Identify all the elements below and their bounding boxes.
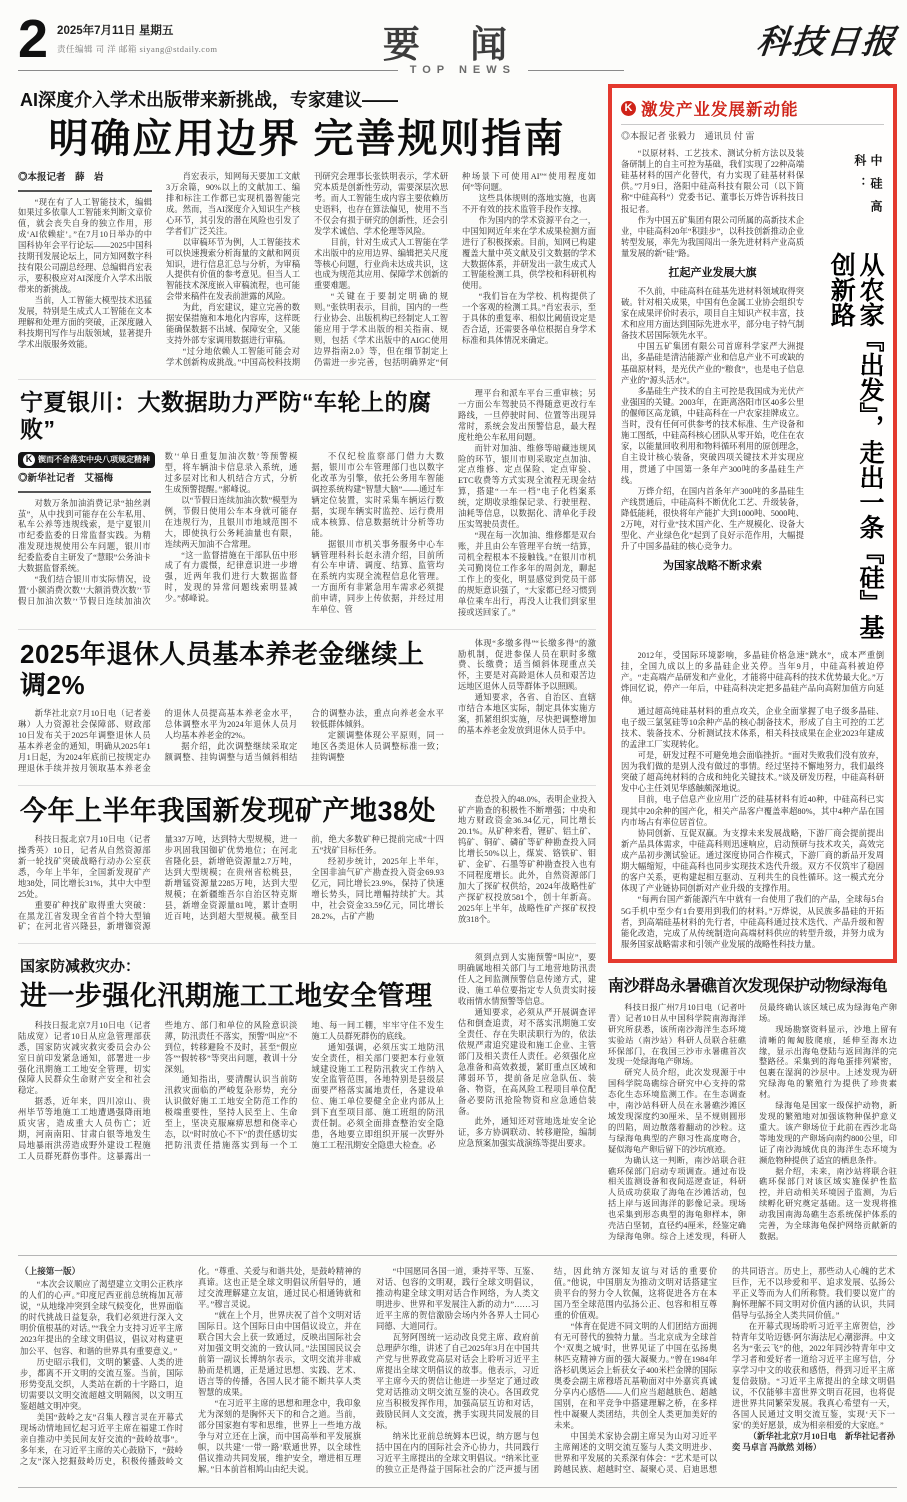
paragraph: 据悉，近年来，四川凉山、贵州毕节等地施工工地遭遇强降雨地质灾害，造成重大人员伤亡；近期，河南南阳、甘肃白银等地发生局地暴雨洪涝造成野外建设工程施工人员群死群伤事件。这暴露出一些地方、部门和单位的风险意识淡薄，防汛责任不落实，预警“叫应”不到位，转移避险不及时，甚至“假应答”“假转移”等突出问题，教训十分深刻。: [18, 1020, 298, 1162]
continued-lead-note: （上接第一版）: [20, 1265, 81, 1276]
article-paragraphs: [18, 172, 596, 369]
article-body: [18, 1021, 444, 1163]
article-byline: ◎本报记者 薛 岩: [18, 172, 152, 192]
paragraph: 多晶硅生产技术的自主可控是我国成为光伏产业强国的关键。2003年，在距离洛阳市区40多公里的偃师区高龙镇，中硅高科在一户农家挂牌成立。当时，没有任何可供参考的技术标准、生产设备和施工图纸，中硅高科核心团队从零开始，吃住在农家，以能量回收利用和物料循环利用的原创理念，自主设计核心装备，突破四项关键技术并实现应用，贯通了中国第一条年产300吨的多晶硅生产线。: [621, 386, 804, 485]
article-body: [18, 835, 444, 933]
paragraph: 经初步统计，2025年上半年，全国非油气矿产勘查投入资金69.93亿元，同比增长23.9%，保持了快速增长势头，同比增幅持续扩大。其中，社会资金33.59亿元，同比增长28.2%，占矿产勘: [311, 856, 444, 921]
paragraph: “我们结合银川市实际情况，设置‘小额消费次数’‘大额消费次数’‘节假日加油次数’‘节假日连续加油次数’‘单日重复加油次数’等预警模型，将车辆油卡信息录入系统，通过多层对比和人机结合方式，分析生成预警提醒。”郝峰说。: [18, 452, 298, 607]
article-body: [18, 709, 444, 775]
paragraph: 而针对加油、维修等暗藏违规风险的环节，银川市则采取定点加油、定点维修、定点保险、定点审验、ETC收费等方式实现全流程无现金结算，搭建“一车一档”电子化档案系统，定期收录维保记录、行驶里程、油耗等信息，以数据化、清单化手段压实驾驶员责任。: [458, 443, 596, 530]
paragraph: 协同创新、互促双赢。为支撑未来发展战略，下游厂商会提前提出新产品具体需求，中硅高科则迅速响应，启动预研与技术攻关，高效完成产品初步测试验证。通过深度协同合作模式，下游厂商的新品开发周期大幅缩短，中硅高科也同步实现技术迭代升级。双方不仅筑牢了稳固的客户关系，更构建起相互驱动、互利共生的良性循环。这一模式充分体现了产业链协同创新对产业升级的支撑作用。: [621, 828, 884, 894]
paragraph: 据介绍，未来，南沙站将联合驻礁环保部门对该区域实施保护性监控，并启动相关环境因子监测，为后续孵化研究奠定基础。这一发现将推动我国南海岛礁生态系统保护体系的完善，为全球海龟保护网络贡献新的数据。: [759, 1166, 897, 1241]
rule-left: [18, 70, 398, 71]
editor-line: 责任编辑 司 洋 邮箱 siyang@stdaily.com: [57, 44, 218, 54]
paragraph: “现在有了人工智能技术，编辑如果过多依靠人工智能来判断文章价值，就会丧失自身的独立作用，形成‘AI依赖症’。”在7月10日举办的中国科协年会平行论坛——2025中国科技期刊发展论坛上，同方知网数字科技有限公司副总经理、总编辑肖宏表示，要积极应对AI深度介入学术出版带来的新挑战。: [18, 197, 152, 295]
page-info: [18, 9, 243, 69]
paragraph: “这一监督措施在干部队伍中形成了有力震慑，纪律意识进一步增强，近两年我们进行大数据监督时，发现的异常问题线索明显减少。”郝峰说。: [164, 550, 298, 604]
paragraph: 这些具体规则的落地实施，也离不开有效的技术监管手段作支撑。: [462, 193, 596, 214]
article-layout: [18, 389, 596, 619]
paragraph: 为此，肖宏建议，建立完善的数据安保措施和本地化内容库，这样既能确保数据不出域、保障安全，又能支持外部专家调用数据进行审稿。: [166, 303, 300, 346]
vertical-headline-label: 中硅高科：: [852, 154, 883, 223]
article-headline: 2025年退休人员基本养老金继续上调2%: [20, 638, 425, 700]
divider: [18, 379, 596, 380]
campaign-badge: [18, 452, 155, 468]
paragraph: 美国“鼓岭之友”召集人穆言灵在开幕式现场动情地回忆起习近平主席在福建工作时亲自推动中美民间友好交流的“鼓岭故事”。多年来，在习近平主席的关心鼓励下，“鼓岭之友”深入挖掘鼓岭历史，积极传播鼓岭文化。“尊重、关爱与和谐共处，是鼓岭精神的真谛。这也正是全球文明倡议所倡导的，通过交流理解建立友谊，通过民心相通铸就和平。”穆言灵说。: [20, 1266, 361, 1466]
paragraph: 历史昭示我们，文明的繁盛、人类的进步，都离不开文明的交流互鉴。当前，国际形势变乱交织，人类站在新的十字路口，迫切需要以文明交流超越文明隔阂，以文明互鉴超越文明冲突。: [20, 1357, 183, 1411]
paragraph: 作为中国五矿集团有限公司所属的高新技术企业，中硅高科20年“积跬步”，以科技创新推动企业转型发展，率先为我国闯出一条先进材料产业高质量发展的新“硅”路。: [621, 215, 804, 258]
continued-body: [20, 1266, 895, 1476]
paragraph: 为确认这一判断，南沙站联合驻礁环保部门启动专项调查。通过布设相关监测设备和夜间巡逻查证，科研人员成功获取了海龟在沙滩活动，包括上岸与返回海洋的影像记录。现场也采集到形态典型的海龟卵样本，卵壳洁白坚韧，直径约4厘米，经鉴定确为绿海龟卵。综合上述发现，科研人员最终确认该区域已成为绿海龟产卵场。: [608, 1002, 897, 1241]
article-main: [18, 795, 444, 934]
article-section-2: [621, 650, 884, 950]
paragraph: 可是，研发过程不可避免地会面临挫折。“面对失败我们没有放弃，因为我们做的是别人没有做过的事情。经过坚持不懈地努力，我们最终突破了超高纯材料的合成和纯化关键技术。”谈及研发历程，中硅高科研发中心主任刘见华感触颇深地说。: [621, 750, 884, 794]
paragraph: “本次会议顺应了渴望建立文明公正秩序的人们的心声。”印度尼西亚前总统梅加瓦蒂说，“从地缘冲突到全球气候变化，世界面临的时代挑战日益复杂，我们必须进行深入文明价值根基的对话。”“我全力支持习近平主席2023年提出的全球文明倡议，倡议对构建更加公平、包容、和谐的世界具有重要意义。”: [20, 1280, 183, 1356]
paragraph: 瓦努阿图统一运动改良党主席、政府前总理萨尔维，讲述了自己2025年3月在中国共产党与世界政党高层对话会上聆听习近平主席提出全球文明倡议的故事。他表示，习近平主席今天的贺信让他进一步坚定了通过政党对话推动文明交流互鉴的决心。各国政党应当积极发挥作用，加强高层互访和对话，鼓励民间人文交流，携手实现共同发展的目标。: [376, 1333, 539, 1431]
article-body: [621, 148, 884, 950]
paragraph: 研究人员介绍，此次发现源于中国科学院岛礁综合研究中心支持的常态化生态环境监测工作。在生态调查中，南沙站科研人员在永暑礁沙滩区域发现深度约30厘米、呈不规则圆形的凹陷，周边散落着翻动的沙粒。这与绿海龟典型的产卵习性高度吻合，疑似海龟产卵后留下的沙坑痕迹。: [608, 1068, 746, 1154]
paragraph: 肖宏表示，知网每天要加工文献3万余篇，90%以上的文献加工、编排和标注工作都已实现机器智能完成。然而，当AI深度介入知识生产核心环节，其引发的潜在风险也引发了学者们广泛关注。: [166, 172, 300, 236]
article-kicker: 国家防减救灾办：: [20, 958, 141, 976]
article-main: [18, 389, 444, 619]
article-body: [18, 452, 444, 616]
paragraph: 不仅纪检监察部门借力大数据，银川市公车管理部门也以数字化改革为引擎，依托公务用车智能调控系统构建“智慧大脑”——通过车辆定位装置，实时采集车辆运行数据，实现车辆实时监控、运行费用成本核算、信息数据统计分析等功能。: [311, 452, 444, 538]
paragraph: 中国美术家协会副主席吴为山对习近平主席阐述的文明交流互鉴与人类文明进步、世界和平发展的关系深有体会：“艺术是可以跨越民族、超越时空、凝聚心灵、启迪思想的共同语言。历史上，那些动人心魄的艺术巨作，无不以珍爱和平、追求发展、弘扬公平正义等而为人们所称赞。我们要以宽广的胸怀理解不同文明对价值内涵的认识，共同倡导与弘扬全人类共同价值。”: [554, 1266, 895, 1475]
paragraph: “关键在于要制定明确的规则。”张铁明表示，目前，国内的一些行业协会、出版机构已经制定人工智能应用于学术出版的相关指南、规则，包括《学术出版中的AIGC使用边界指南2.0》等，但在细节制定上仍需进一步完善，包括明确界定“何种场景下可使用AI”“使用程度如何”等问题。: [314, 172, 596, 367]
paragraph: 目前，电子信息产业应用广泛的硅基材料有近40种，中硅高科已实现其中20余种的国产化，相关产品客户覆盖率超80%，其中4种产品在国内市场占有率位居首位。: [621, 795, 884, 827]
paragraph: “我们旨在为学校、机构提供了一个客观的检测工具。”肖宏表示，至于具体的重复率、相似比阈值设定是否合适，还需要各单位根据自身学术标准和具体情况来确定。: [462, 292, 596, 346]
paragraph: “在习近平主席的思想和理念中，我印象尤为深刻的是胸怀天下的和合之道。当前，部分国家抱有零和思维，世界上一些地方战争与对立还在上演，而中国高举和平发展旗帜，以共建‘一带一路’联通世界，以全球性倡议推动共同发展，维护安全，增进相互理解。”日本前首相鸠山由纪夫说。: [198, 1399, 361, 1475]
paragraph: 通知要求，各省、自治区、直辖市结合本地区实际，制定具体实施方案，抓紧组织实施，尽快把调整增加的基本养老金发放到退休人员手中。: [458, 693, 596, 736]
article-headline: 宁夏银川：大数据助力严防“车轮上的腐败”: [20, 388, 432, 443]
paragraph: 万烨介绍，在国内首条年产300吨的多晶硅生产线贯通后，中硅高科不断优化工艺、升级装备，降低能耗，很快将年产能扩大到1000吨、5000吨、2万吨，对行业“技术国产化、生产规模化、设备大型化、产业绿色化”起到了良好示范作用，大幅提升了中国多晶硅的核心竞争力。: [621, 486, 804, 552]
paragraph: 通过超高纯硅基材料的重点攻关，企业全面掌握了电子级多晶硅、电子级三氯氢硅等10余种产品的核心制备技术，形成了自主可控的工艺技术、装备技术、分析测试技术体系，相关科技成果在企业2023年建成的孟津工厂实现转化。: [621, 706, 884, 749]
vertical-headline-main: 从农家『出发』，走出一条『硅』基创新路: [827, 251, 884, 640]
kjrb-logo-icon: K: [621, 101, 636, 116]
paragraph: 定额调整体现公平原则，同一地区各类退休人员调整标准一致；挂钩调整: [311, 730, 444, 762]
paragraph: 目前，针对生成式人工智能在学术出版中的应用边界、编辑把关尺度等核心问题，行业尚未达成共识，这也成为规范其应用、保障学术创新的重要难题。: [314, 237, 448, 291]
article-byline: ◎新华社记者 艾福梅: [18, 473, 151, 493]
article-headline: 明确应用边界 完善规则指南: [48, 117, 566, 161]
section-title-block: [243, 14, 647, 68]
article-green-turtle: [608, 973, 897, 1243]
article-kicker: AI深度介入学术出版带来新挑战，专家建议——: [20, 90, 398, 110]
article-headline: 今年上半年我国新发现矿产地38处: [20, 795, 437, 826]
paragraph: 须到点到人实施预警“叫应”，要明确属地相关部门与工地营地防汛责任人之间监测预警信息传递方式，建设、施工单位要指定专人负责实时接收雨情水情预警等信息。: [458, 953, 596, 1007]
paragraph: 通知指出，要清醒认识当前防汛救灾面临的严峻复杂形势，充分认识做好施工工地安全防范工作的极端重要性，坚持人民至上、生命至上，坚决克服麻痹思想和侥幸心态，以“时时放心不下”的责任感切实把防汛责任措施落实到每一个工地、每一间工棚，牢牢守住不发生施工人员群死群伤的底线。: [164, 1020, 444, 1151]
paragraph: 作为国内的学术资源平台之一，中国知网近年来在学术成果检测方面进行了积极探索。目前，知网已构建覆盖大量中英文献及引文数据的学术大数据体系，并研发出一款生成式人工智能检测工具，供学校和科研机构使用。: [462, 215, 596, 291]
left-column-region: [18, 84, 596, 1243]
article-continuation-column: [458, 389, 596, 619]
paragraph: 科技日报北京7月10日电（记者陆成宽）记者10日从应急管理部获悉，国家防灾减灾救灾委员会办公室日前印发紧急通知，部署进一步强化汛期施工工地安全管理，切实保障人民群众生命财产安全和社会稳定。: [18, 1020, 151, 1096]
paragraph: 通知强调，必须压实工地防汛安全责任，相关部门要把本行业领域建设施工工程防汛救灾工作纳入安全监管范围，各地特别是县级层面要严格落实属地责任，各建设单位、施工单位要健全企业内部从上到下直至项目部、施工班组的防汛责任制。必须全面排查整治安全隐患，各地要立即组织开展一次野外施工工程汛期安全隐患大检查。必: [311, 1042, 444, 1151]
paragraph: 纳米比亚前总统姆本巴说，纳方愿与包括中国在内的国际社会齐心协力，共同践行习近平主席提出的全球文明倡议。“纳米比亚的独立正是得益于国际社会的广泛声援与团结，因此纳方深知友谊与对话的重要价值。”他说，中国朋友为推动文明对话搭建宝贵平台的努力令人钦佩，这将促进各方在本国乃至全球范围内弘扬公正、包容和相互尊重的价值观。: [376, 1266, 717, 1475]
article-mineral-discoveries: [18, 795, 596, 934]
article-main: [18, 953, 444, 1163]
article-flood-safety: [18, 953, 596, 1163]
paragraph: 重要矿种找矿取得重大突破：在黑龙江省发现全省首个特大型铀矿；在河北省兴隆县，新增铷资源量337万吨，达到特大型规模，进一步巩固我国铷矿优势地位；在河北省隆化县，新增铯资源量2.7万吨，达到大型规模；在贵州省松桃县，新增锰资源量2285万吨，达到大型规模；在新疆维吾尔自治区特克斯县，新增金资源量81吨，累计查明近百吨，达到超大型规模。截至目前，绝大多数矿种已提前完成“十四五”找矿目标任务。: [18, 834, 444, 932]
featured-article-zhonggui: [608, 84, 897, 963]
article-body: [18, 172, 596, 369]
article-body: [608, 1003, 897, 1243]
date-block: [57, 14, 217, 55]
vertical-headline: [827, 148, 885, 646]
paragraph: 新华社北京7月10日电（记者姜琳）人力资源社会保障部、财政部10日发布关于2025年调整退休人员基本养老金的通知，明确从2025年1月1日起，为2024年底前已按规定办理退休手续并按月领取基本养老金的退休人员提高基本养老金水平，总体调整水平为2024年退休人员月人均基本养老金的2%。: [18, 708, 298, 773]
article-yinchuan-bigdata: [18, 389, 596, 619]
paragraph: 绿海龟是国家一级保护动物，新发现的繁殖地对加强该物种保护意义重大。该产卵场位于此前在西沙北岛等地发现的产卵场向南约800公里，印证了南沙海域优良的海洋生态环境为濒危物种提供了适宜的栖息条件。: [759, 1101, 897, 1165]
paragraph: “过分地依赖人工智能可能会对学术创新构成挑战。”中国高校科技期刊研究会理事长张铁明表示，学术研究本质是创新性劳动，需要深层次思考。而人工智能生成内容主要依赖历史语料，也存在算法偏见，使用不当不仅会有损于研究的创新性，还会引发学术诚信、学术伦理等风险。: [166, 172, 448, 367]
section-title: 要 闻: [382, 24, 528, 65]
paragraph: 体现“多缴多得”“长缴多得”的激励机制，促进参保人员在职时多缴费、长缴费；适当倾斜体现重点关怀，主要是对高龄退休人员和艰苦边远地区退休人员等群体予以照顾。: [458, 638, 596, 692]
paragraph: “中国愿同各国一道，秉持平等、互鉴、对话、包容的文明观，践行全球文明倡议，推动构建全球文明对话合作网络，为人类文明进步、世界和平发展注入新的动力”……习近平主席的贺信激励会场内外各界人士同心同德、大道同行。: [376, 1266, 539, 1332]
paragraph: “就在上个月，世界庆祝了首个文明对话国际日。这个国际日由中国倡议设立，并在联合国大会上获一致通过，反映出国际社会对加强文明交流的一致认同。”法国国民议会前第一副议长博纳尔表示，文明交流并非威胁而是机遇，正是通过思想、实践、艺术、语言等的传播，各国人民才能不断共享人类智慧的成果。: [198, 1311, 361, 1398]
right-column-region: [608, 84, 897, 1243]
article-layout: [18, 953, 596, 1163]
section-title-en: TOP NEWS: [409, 64, 516, 76]
page-header: [18, 9, 899, 69]
paragraph: 现场勘察资料显示，沙地上留有清晰的匍匐肢爬痕，延伸至海水边缘，显示出海龟登陆与返回海洋的完整路径。采集到的海龟蛋排列紧密，包裹在湿润的沙层中。上述发现为研究绿海龟的繁殖行为提供了珍贵素材。: [759, 1024, 897, 1100]
paragraph: “以原材料、工艺技术、测试分析方法以及装备研制上的自主可控为基础，我们实现了22种高端硅基材料的国产化替代，有力实现了硅基材料保供。”7月9日，洛阳中硅高科技有限公司（以下简称“中硅高科”）党委书记、董事长万烨告诉科技日报记者。: [621, 149, 804, 214]
article-section-1: [621, 286, 804, 553]
paragraph: 在开幕式现场聆听习近平主席贺信，沙特青年艾哈迈德·阿尔海法尼心潮澎湃。中文名为“张云飞”的他，2022年同沙特青年中文学习者和爱好者一道给习近平主席写信，分享学习中文的收获和感悟，得到习近平主席复信鼓励。“习近平主席提出的全球文明倡议，不仅能够丰富世界文明百花园，也将促进世界共同繁荣发展。我真心希望有一天，各国人民通过文明交流互鉴，实现‘天下一家’的美好愿景，成为相亲相爱的大家庭。”: [732, 1322, 895, 1431]
masthead-logo: 科技日报: [754, 22, 899, 61]
paragraph: 科技日报广州7月10日电（记者叶青）记者10日从中国科学院南海海洋研究所获悉，该所南沙海洋生态环境实验站（南沙站）科研人员联合驻礁环保部门，在我国三沙市永暑礁首次发现一处绿海龟产卵场。: [608, 1002, 746, 1067]
paragraph: 以审稿环节为例，人工智能技术可以快速搜索分析海量的文献和网页知识，进行信息汇总与分析，为审稿人提供有价值的参考意见。但当人工智能技术深度嵌入审稿流程，也可能会带来稿件在发表前泄露的风险。: [166, 237, 300, 302]
article-layout: [18, 795, 596, 934]
divider: [18, 943, 596, 944]
article-continuation-column: [458, 639, 596, 775]
article-main: [18, 639, 444, 775]
paragraph: 当前，人工智能大模型技术迅猛发展，特别是生成式人工智能在文本理解和处理方面的突破，正深度融入科技期刊写作与出版领域，显著提升学术出版服务效能。: [18, 295, 152, 349]
paragraph: “体育在促进不同文明的人们团结方面拥有无可替代的独特力量。当北京成为全球首个‘双奥之城’时，世界见证了中国在弘扬奥林匹克精神方面的强大凝聚力。”曾在1984年洛杉矶奥运会上斩获女子400米栏金牌的国际奥委会副主席穆塔瓦基勒面对中外嘉宾真诚分享内心感悟——人们应当超越肤色、超越国别，在和平竞争中搭建理解之桥，在多样性中凝聚人类团结，共创全人类更加美好的未来。: [554, 1322, 717, 1431]
article-headline: 南沙群岛永暑礁首次发现保护动物绿海龟: [608, 977, 888, 995]
article-continuation-column: [458, 795, 596, 934]
article-ai-publishing: [18, 86, 596, 369]
article-pension-increase: [18, 639, 596, 775]
paragraph: 以“节假日连续加油次数”模型为例，节假日使用公车本身就可能存在违规行为，且银川市地域范围不大，即使执行公务耗油量也有限，连续两天加油不合常理。: [164, 495, 298, 549]
article-subhead: 扛起产业发展大旗: [668, 267, 757, 280]
paragraph: 据银川市机关事务服务中心车辆管理科科长赵永清介绍，目前所有公车申请、调度、结算、监管均在系统内实现全流程信息化管理。一方面所有非紧急用车需求必须提前申请，同步上传依据，并经过用车单位、管: [311, 539, 444, 615]
paragraph: 通知要求，必须从严开展调查评估和倒查追责，对不落实汛期施工安全责任、存在失职渎职行为的，依法依规严肃追究建设和施工企业、主管部门及相关责任人责任。必须强化应急准备和高效救援，紧盯重点区域和薄弱环节，提前备足应急队伍、装备、物资，在高风险工程项目单位配备必要防汛抢险物资和应急通信装备。: [458, 1008, 596, 1116]
article-body-top: [621, 148, 884, 650]
paragraph: “现在每一次加油、维修都是双台账，并且由公车管理平台统一结算，司机全程根本不接触钱。”在银川市机关司勤岗位工作多年的周剑龙，聊起工作上的变化，明显感觉到党员干部的规矩意识强了，“大家都已经习惯到单位乘车出行，再没人让我们到家里接或送回家了。”: [458, 531, 596, 617]
paragraph: 对数万条加油消费记录“抽丝剥茧”，从中找到可能存在公车私用、私车公养等违规线索，是宁夏银川市纪委监委的日常监督实践。为精准发现违规使用公车问题，银川市纪委监委自主研发了“慧眼”公务油卡大数据监督系统。: [18, 498, 151, 574]
paragraph: 中国五矿集团有限公司首席科学家严大洲提出，多晶硅是清洁能源产业和信息产业不可或缺的基础原材料，是光伏产业的“粮食”，也是电子信息产业的“源头活水”。: [621, 342, 804, 385]
date-line: 2025年7月11日 星期五: [57, 25, 174, 37]
feature-tag-row: [621, 96, 884, 125]
page-number: 2: [18, 9, 49, 69]
paragraph: 理平台和派车平台三重审核；另一方面公车驾驶员不得随意更改行车路线，一旦停驶时间、位置等出现异常时，系统会发出预警信息，最大程度杜绝公车私用问题。: [458, 388, 596, 442]
paragraph: 据介绍，此次调整继续采取定额调整、挂钩调整与适当倾斜相结合的调整办法，重点向养老金水平较低群体倾斜。: [164, 708, 444, 762]
paragraph: 科技日报北京7月10日电（记者操秀英）10日，记者从自然资源部新一轮找矿突破战略行动办公室获悉，今年上半年，全国新发现矿产地38处，同比增长31%，其中大中型25处。: [18, 834, 151, 899]
continued-from-front-page: [18, 1255, 897, 1489]
rule-right: [528, 70, 624, 71]
paragraph: 此外，通知还对营地选址安全论证，多方协调联动、转移避险，编制应急预案加强实战演练等提出要求。: [458, 1117, 596, 1149]
paragraph: 2012年，受国际环境影响，多晶硅价格急速“跳水”，成本严重倒挂，全国九成以上的多晶硅企业关停。当年9月，中硅高科被迫停产。“走高端产品研发和产业化，才能将中硅高科的技术优势最大化。”万烨回忆说，停产一年后，中硅高科决定把多晶硅产品向高附加值方向延伸。: [621, 651, 884, 705]
masthead-block: [647, 14, 897, 63]
paragraph: 查总投入的48.0%，表明企业投入矿产勘查的积极性不断增强；中央和地方财政资金36.34亿元，同比增长20.1%。从矿种来看，锂矿、铝土矿、钨矿、铜矿、磷矿等矿种勘查投入同比增长50%以上，煤炭、铬铁矿、钼矿、金矿、石墨等矿种勘查投入也有不同程度增长。此外，自然资源部门加大了探矿权供给，2024年战略性矿产探矿权投放581个，创十年新高。2025年上半年，战略性矿产探矿权投放318个。: [458, 794, 596, 924]
paragraph: 不久前，中硅高科在硅基先进材料领域取得突破。针对相关成果，中国有色金属工业协会组织专家在成果评价时表示，项目自主知识产权丰富，技术和应用方面达到国际先进水平，部分电子特气制备技术居国际领先水平。: [621, 286, 804, 341]
article-headline: 进一步强化汛期施工工地安全管理: [20, 981, 433, 1012]
kjrb-logo-icon: K: [23, 454, 35, 466]
article-continuation-column: [458, 953, 596, 1163]
article-intro: [621, 148, 804, 259]
divider: [18, 785, 596, 786]
article-subhead: 为国家战略不断求索: [663, 560, 762, 573]
article-byline: ◎本报记者 张毅力 通讯员 付 雷: [621, 131, 755, 141]
continued-credit: （新华社北京7月10日电 新华社记者孙奕 马卓言 冯歆然 刘杨）: [732, 1432, 895, 1453]
article-layout: [18, 639, 596, 775]
feature-tag: 激发产业发展新动能: [641, 101, 799, 119]
paragraph: “每两台国产新能源汽车中就有一台使用了我们的产品，全球每5台5G手机中至少有1台要用到我们的材料。”万烨说，从民族多晶硅的开拓者，到高端硅基材料的先行者，中硅高科通过技术迭代、产品升级和智能化改造，完成了从传统制造向高端材料供应的转型升级，并努力成为服务国家战略需求和引领产业发展的战略性科技力量。: [621, 895, 884, 949]
badge-label: 锲而不舍落实中央八项规定精神: [38, 454, 150, 464]
main-content: [18, 84, 897, 1243]
divider: [18, 629, 596, 630]
